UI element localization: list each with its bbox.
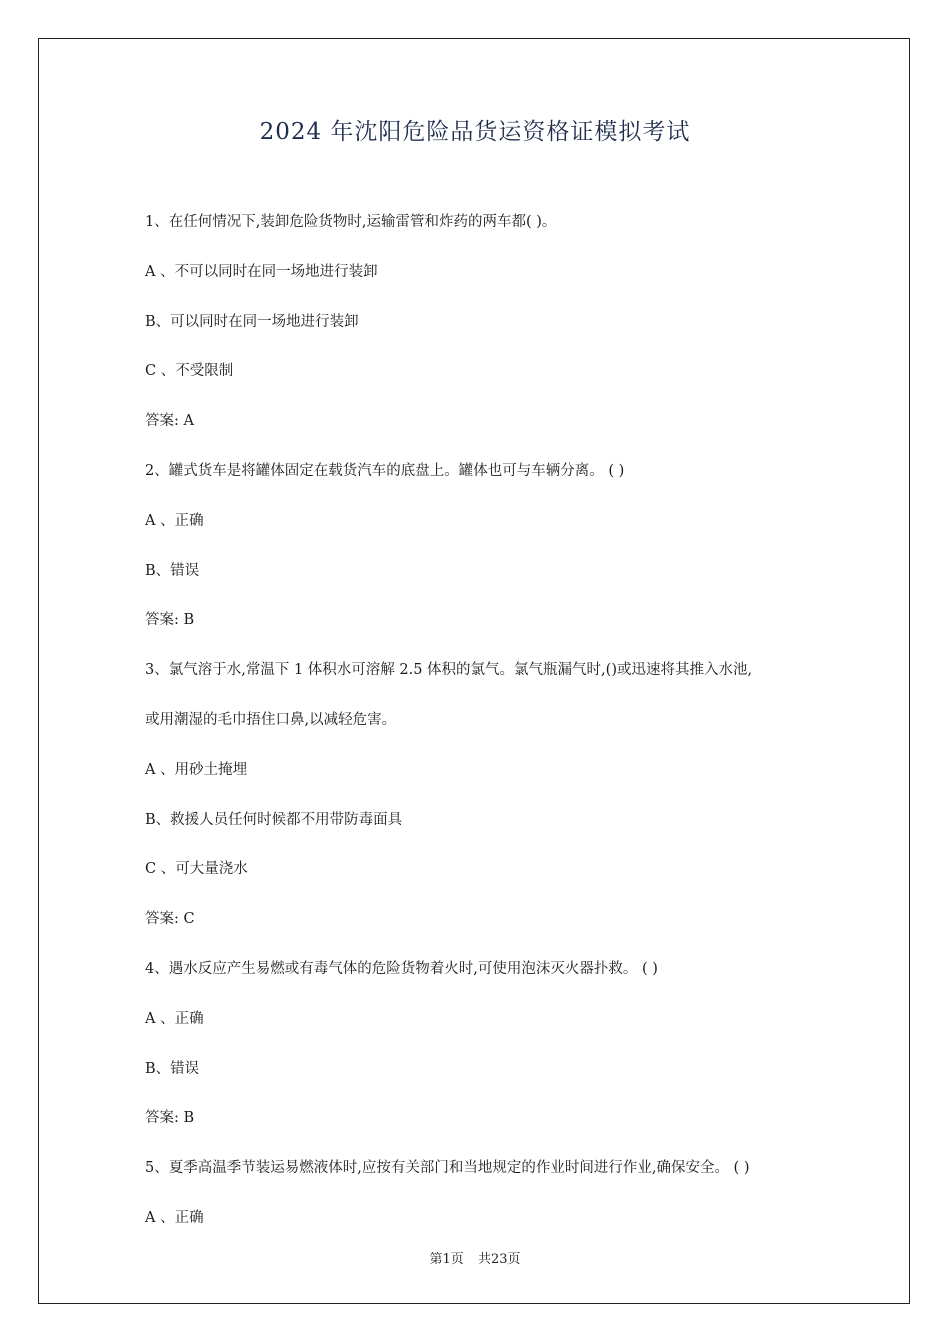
question-3-text-line-2: 或用潮湿的毛巾捂住口鼻,以减轻危害。 [145, 711, 397, 728]
question-5-text: 5、夏季高温季节装运易燃液体时,应按有关部门和当地规定的作业时间进行作业,确保安全。 ( ) [145, 1160, 750, 1177]
question-1-option-a: A 、不可以同时在同一场地进行装卸 [145, 263, 378, 280]
question-1-text: 1、在任何情况下,装卸危险货物时,运输雷管和炸药的两车都( )。 [145, 214, 557, 230]
question-4-option-a: A 、正确 [145, 1010, 204, 1027]
question-1-option-b: B、可以同时在同一场地进行装卸 [145, 313, 359, 330]
question-3-text-line-1: 3、氯气溶于水,常温下 1 体积水可溶解 2.5 体积的氯气。氯气瓶漏气时,()或迅速将其推入水池, [145, 662, 753, 679]
question-4-answer: 答案: B [145, 1110, 195, 1127]
question-4-text: 4、遇水反应产生易燃或有毒气体的危险货物着火时,可使用泡沫灭火器扑救。 ( ) [145, 960, 658, 977]
question-2-text: 2、罐式货车是将罐体固定在载货汽车的底盘上。罐体也可与车辆分离。 ( ) [145, 462, 625, 479]
question-2-answer: 答案: B [145, 612, 195, 629]
page-total: 共23页 [477, 1252, 521, 1267]
question-5-option-a: A 、正确 [145, 1209, 204, 1226]
question-2-option-a: A 、正确 [145, 512, 204, 529]
question-4-option-b: B、错误 [145, 1060, 200, 1077]
question-1-option-c: C 、不受限制 [145, 363, 234, 380]
page-number: 第1页 [429, 1252, 464, 1267]
question-3-option-a: A 、用砂土掩埋 [145, 761, 248, 778]
question-3-option-c: C 、可大量浇水 [145, 861, 248, 878]
document-title: 2024 年沈阳危险品货运资格证模拟考试 [259, 119, 691, 145]
question-3-option-b: B、救援人员任何时候都不用带防毒面具 [145, 811, 403, 828]
question-2-option-b: B、错误 [145, 562, 200, 579]
page-footer [0, 1248, 950, 1267]
question-3-answer: 答案: C [145, 911, 195, 928]
question-1-answer: 答案: A [145, 413, 194, 430]
question-content [145, 198, 825, 1244]
